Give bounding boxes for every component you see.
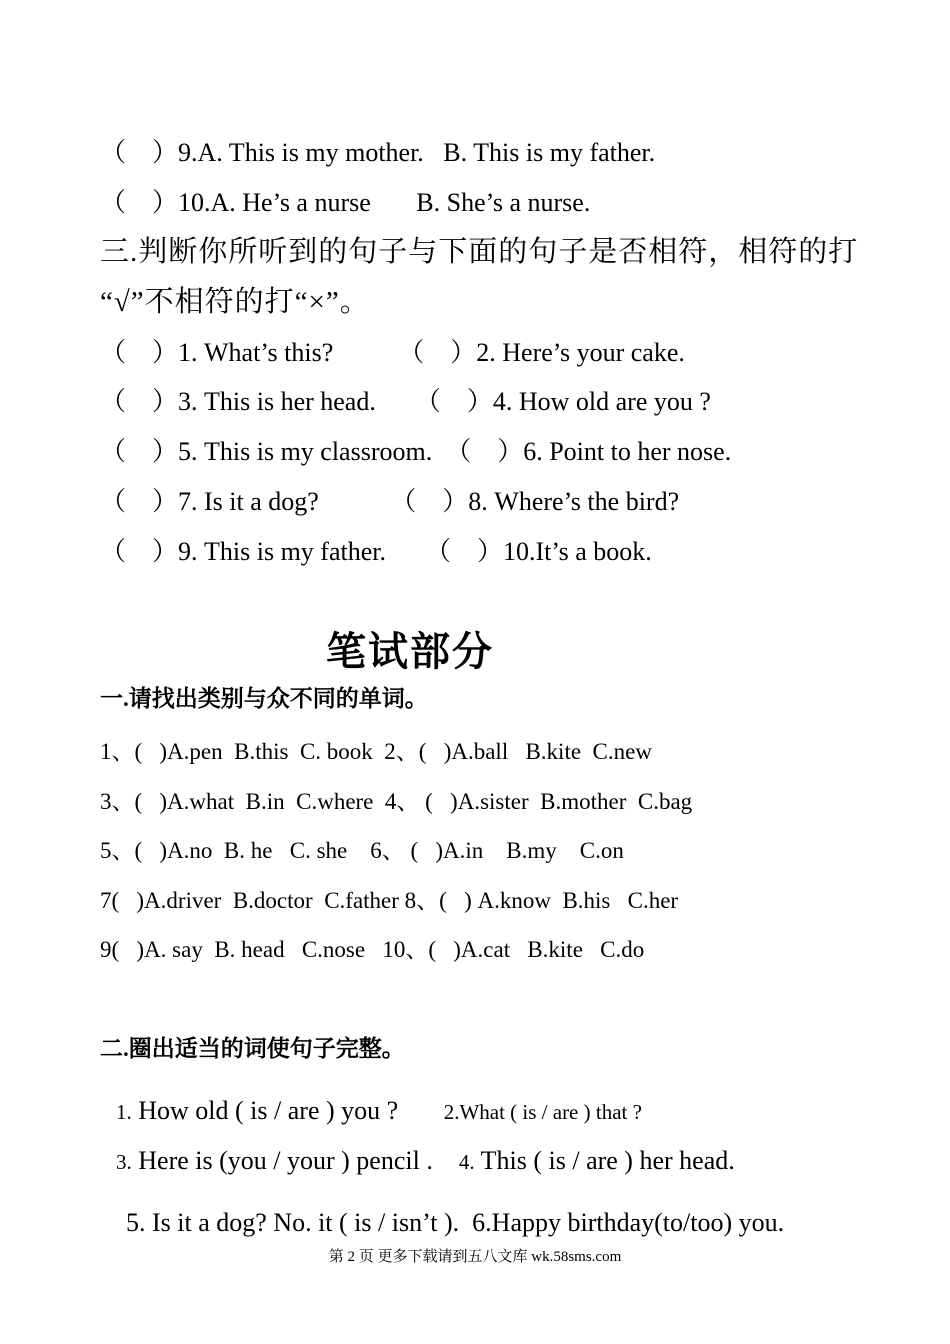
section3-title-line2: “√”不相符的打“×”。 (100, 286, 370, 318)
part2-title: 二.圈出适当的词使句子完整。 (100, 1036, 405, 1061)
part1-row: 9( )A. say B. head C.nose 10、( )A.cat B.kite C.do (100, 937, 645, 962)
item-text: What ( is / are ) that ? (459, 1100, 642, 1124)
spacer (398, 1096, 444, 1125)
listening-item-9: （ ）9.A. This is my mother. B. This is my father. (100, 138, 656, 167)
part1-title: 一.请找出类别与众不同的单词。 (100, 686, 428, 711)
part1-row: 1、( )A.pen B.this C. book 2、( )A.ball B.kite C.new (100, 739, 652, 764)
spacer (433, 1146, 459, 1175)
section3-row: （ ）3. This is her head. （ ）4. How old are you ? (100, 387, 711, 416)
page-footer: 第 2 页 更多下载请到五八文库 wk.58sms.com (328, 1249, 622, 1265)
section3-row: （ ）5. This is my classroom. （ ）6. Point to her nose. (100, 437, 732, 466)
part1-row: 7( )A.driver B.doctor C.father 8、( ) A.know B.his C.her (100, 888, 679, 913)
item-number: 3. (116, 1150, 132, 1174)
part1-row: 5、( )A.no B. he C. she 6、 ( )A.in B.my C.on (100, 838, 624, 863)
listening-item-10: （ ）10.A. He’s a nurse B. She’s a nurse. (100, 188, 591, 217)
item-text: 5. Is it a dog? No. it ( is / isn’t ). 6.Happy birthday(to/too) you. (126, 1208, 785, 1237)
item-number: 2. (443, 1100, 460, 1124)
written-section-heading: 笔试部分 (326, 629, 494, 674)
item-number: 1. (116, 1100, 132, 1124)
section3-row: （ ）9. This is my father. （ ）10.It’s a book. (100, 537, 652, 566)
item-number: 4. (458, 1150, 475, 1174)
item-text: Here is (you / your ) pencil . (131, 1146, 433, 1175)
item-text: How old ( is / are ) you ? (131, 1096, 399, 1125)
section3-row: （ ）1. What’s this? （ ）2. Here’s your cake. (100, 338, 685, 367)
part1-row: 3、( )A.what B.in C.where 4、 ( )A.sister B.mother C.bag (100, 789, 693, 814)
section3-title-line1: 三.判断你所听到的句子与下面的句子是否相符，相符的打 (100, 236, 859, 268)
section3-row: （ ）7. Is it a dog? （ ）8. Where’s the bird? (100, 487, 680, 516)
item-text: This ( is / are ) her head. (474, 1146, 735, 1175)
